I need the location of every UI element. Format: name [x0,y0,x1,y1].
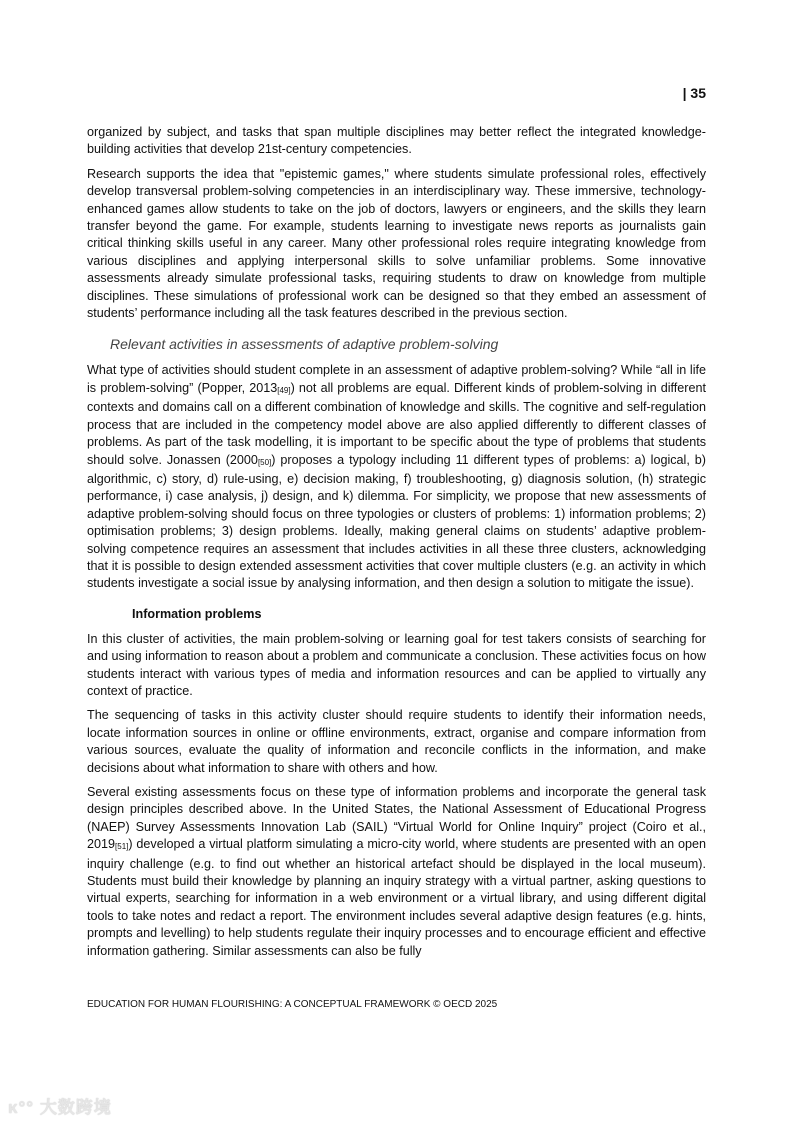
paragraph: Research supports the idea that "epistemic games," where students simulate professional roles, effectively develop transversal problem-solving competencies in an interdisciplinary way. These immersive, technology-enhanced games allow students to take on the job of doctors, lawyers or engineers, and the skills they learn transfer beyond the game. For example, students learning to investigate news reports as journalists gain critical thinking skills useful in any career. Many other professional roles require integrating knowledge from various disciplines and applying interpersonal skills to solve unfamiliar problems. Some innovative assessments already simulate professional tasks, requiring students to draw on knowledge from multiple disciplines. These simulations of professional work can be designed so that they embed an assessment of students’ performance including all the task features described in the previous section. [87,166,706,321]
footer: EDUCATION FOR HUMAN FLOURISHING: A CONCEPTUAL FRAMEWORK © OECD 2025 [87,999,498,1010]
citation: [49] [277,385,291,395]
citation: [50] [257,457,272,467]
text: ) proposes a typology including 11 different types of problems: a) logical, b) algorithmic, c) story, d) rule-using, e) decision making, f) troubleshooting, g) diagnosis solution, (h) strategic performance, i) case analysis, j) design, and k) dilemma. For simplicity, we propose that new assessments of adaptive problem-solving should focus on three typologies or clusters of problems: 1) information problems; 2) optimisation problems; 3) design problems. Ideally, making general claims on students’ adaptive problem-solving competence requires an assessment that includes activities in all these three clusters, acknowledging that it is possible to design extended assessment activities that cover multiple clusters (e.g. an activity in which students investigate a social issue by analysing information, and then design a solution to mitigate the issue). [87,452,706,591]
paragraph: organized by subject, and tasks that span multiple disciplines may better reflect the integrated knowledge-building activities that develop 21st-century competencies. [87,125,706,157]
page-body [87,124,706,967]
paragraph [87,362,706,592]
section-heading: Relevant activities in assessments of adaptive problem-solving [110,336,499,353]
text: Several existing assessments focus on these type of information problems and incorporate the general task design principles described above. In the United States, the National Assessment of Educational Progress (NAEP) Survey Assessments Innovation Lab (SAIL) “Virtual World for Online Inquiry” project (Coiro et al., 2019 [87,785,706,852]
page-number: | 35 [682,85,706,101]
paragraph: The sequencing of tasks in this activity cluster should require students to identify their information needs, locate information sources in online or offline environments, extract, organise and compare information from various sources, evaluate the quality of information and reconcile conflicts in the information, and make decisions about what information to share with others and how. [87,708,706,775]
text: ) developed a virtual platform simulating a micro-city world, where students are presented with an open inquiry challenge (e.g. to find out whether an historical artefact should be displayed in the local museum). Students must build their knowledge by planning an inquiry strategy with a virtual partner, asking questions to virtual experts, searching for information in a web environment or a virtual library, and using different digital tools to take notes and redact a report. The environment includes several adaptive design features (e.g. hints, prompts and levelling) to help students regulate their inquiry processes and to encourage efficient and effective information gathering. Similar assessments can also be fully [87,837,706,958]
watermark-text: 大数跨境 [39,1098,112,1117]
text: What type of activities should student complete in an assessment of adaptive problem-solving? While “all in life is problem-solving” (Popper, 2013 [87,363,706,395]
paragraph [87,784,706,960]
citation: [51] [115,842,129,852]
text: ) not all problems are equal. Different kinds of problem-solving in different contexts and domains call on a different combination of knowledge and skills. The cognitive and self-regulation process that are included in the competency model above are also applied differently to different classes of problems. As part of the task modelling, it is important to be specific about the type of problems that students should solve. Jonassen (2000 [87,380,706,467]
watermark-logo: ᴋ°° 大数跨境 [8,1098,112,1117]
paragraph: In this cluster of activities, the main problem-solving or learning goal for test takers consists of searching for and using information to reason about a problem and communicate a conclusion. These activities focus on how students interact with various types of media and information resources and can be applied to virtually any context of practice. [87,631,706,698]
subheading: Information problems [132,606,262,621]
